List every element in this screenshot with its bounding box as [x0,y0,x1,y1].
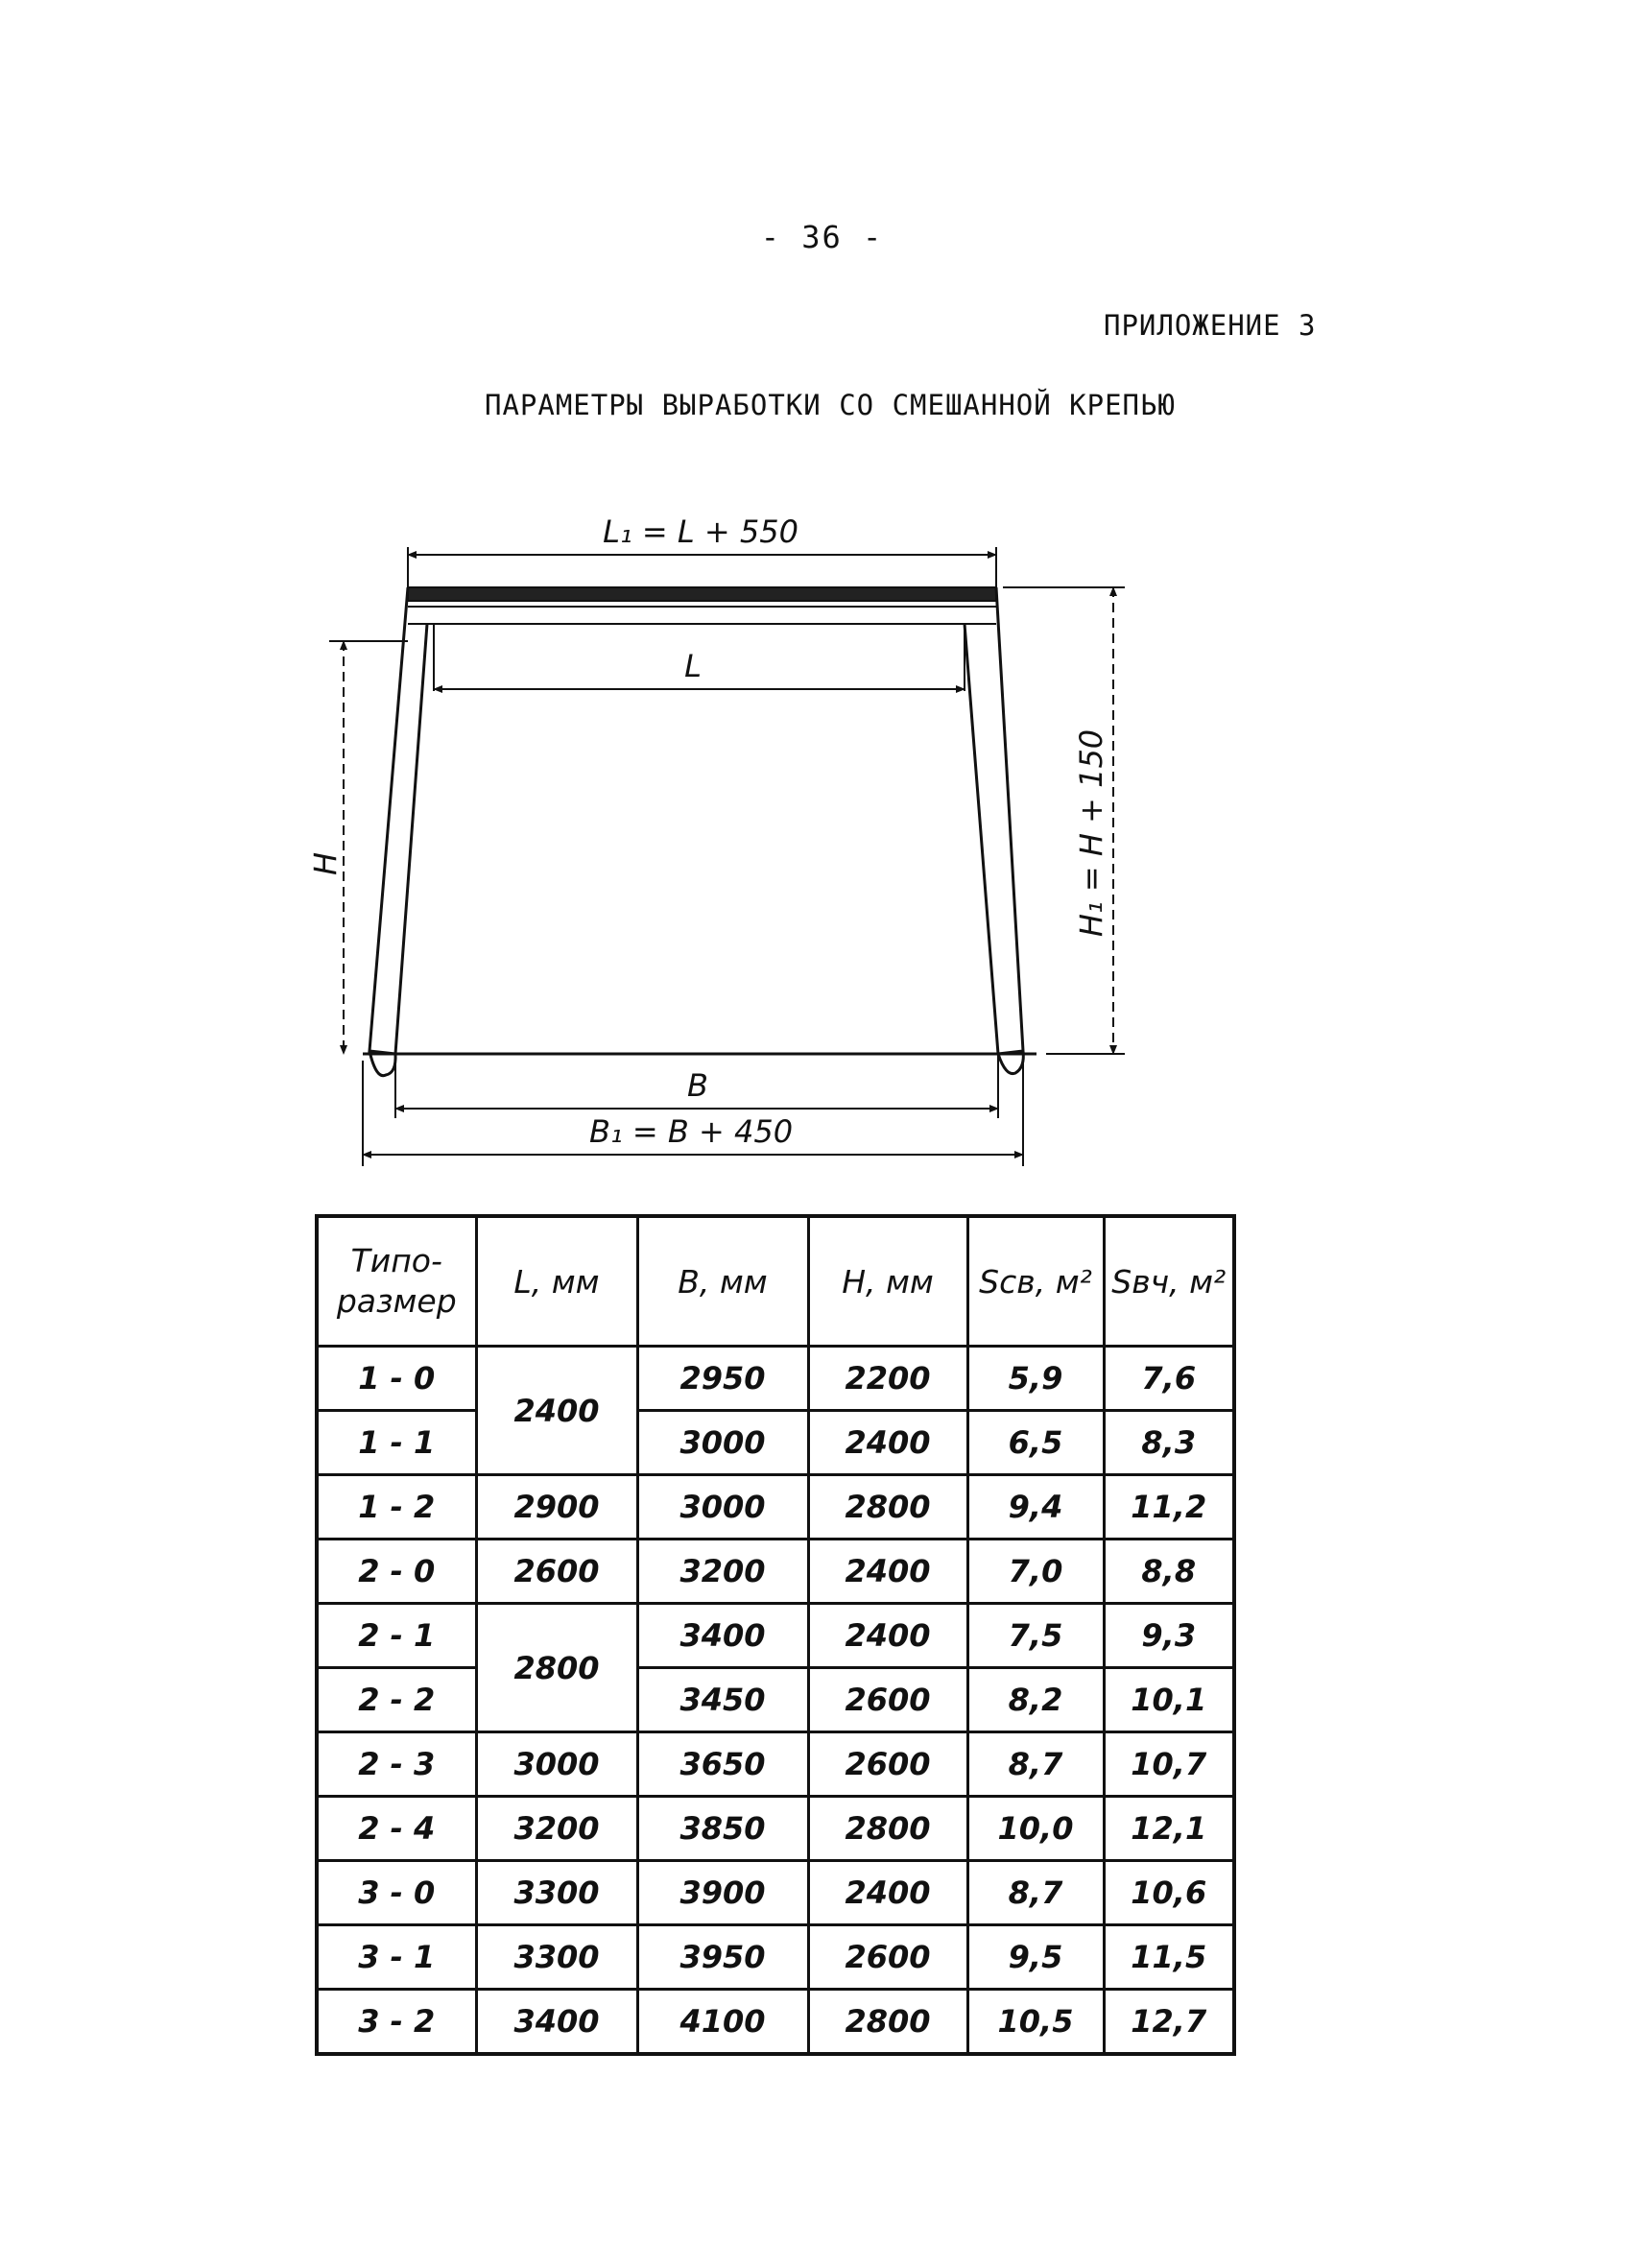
cell-s-vch: 8,3 [1104,1411,1234,1475]
cell-s-sv: 7,5 [967,1604,1104,1668]
cell-s-sv: 7,0 [967,1540,1104,1604]
cell-s-sv: 10,0 [967,1797,1104,1861]
cell-s-vch: 10,6 [1104,1861,1234,1925]
cell-h: 2600 [808,1925,967,1990]
cell-s-vch: 8,8 [1104,1540,1234,1604]
cell-h: 2200 [808,1347,967,1411]
cell-s-sv: 9,4 [967,1475,1104,1540]
table-row [317,1861,1234,1925]
label-inner-span: L [684,648,702,684]
cell-b: 3850 [637,1797,808,1861]
cell-h: 2400 [808,1411,967,1475]
cell-h: 2400 [808,1540,967,1604]
table-row [317,1797,1234,1861]
cell-h: 2400 [808,1604,967,1668]
label-height-left: H [307,851,344,876]
cell-h: 2800 [808,1797,967,1861]
label-outer-base: B₁ = B + 450 [588,1113,794,1150]
cell-b: 3900 [637,1861,808,1925]
cell-s-sv: 5,9 [967,1347,1104,1411]
cell-type: 2 - 0 [317,1540,476,1604]
cell-type: 2 - 4 [317,1797,476,1861]
page-title: ПАРАМЕТРЫ ВЫРАБОТКИ СО СМЕШАННОЙ КРЕПЬЮ [485,389,1176,421]
table-row [317,1604,1234,1668]
cell-h: 2800 [808,1990,967,2055]
label-base-width: B [687,1067,708,1104]
cell-s-sv: 8,2 [967,1668,1104,1732]
cell-s-sv: 8,7 [967,1732,1104,1797]
cell-s-vch: 7,6 [1104,1347,1234,1411]
table-row [317,1732,1234,1797]
appendix-label: ПРИЛОЖЕНИЕ 3 [1104,309,1317,342]
cell-s-vch: 9,3 [1104,1604,1234,1668]
col-header-type: Типо-размер [317,1216,476,1347]
left-post [369,587,427,1054]
roof-beam [408,587,996,601]
cell-type: 3 - 0 [317,1861,476,1925]
cell-l: 2600 [476,1540,637,1604]
cell-b: 3450 [637,1668,808,1732]
cell-h: 2400 [808,1861,967,1925]
col-header-s-sv: Sсв, м² [967,1216,1104,1347]
cell-l: 3200 [476,1797,637,1861]
table-row [317,1411,1234,1475]
col-header-h: H, мм [808,1216,967,1347]
cell-h: 2600 [808,1732,967,1797]
cell-l: 3400 [476,1990,637,2055]
cell-s-vch: 12,1 [1104,1797,1234,1861]
cell-type: 1 - 0 [317,1347,476,1411]
cell-h: 2600 [808,1668,967,1732]
cell-type: 2 - 1 [317,1604,476,1668]
parameters-table [315,1214,1236,2056]
cell-b: 3400 [637,1604,808,1668]
cell-l: 3300 [476,1861,637,1925]
cell-s-vch: 10,7 [1104,1732,1234,1797]
cell-b: 3000 [637,1475,808,1540]
col-header-b: B, мм [637,1216,808,1347]
table-row [317,1347,1234,1411]
page-number: - 36 - [760,219,884,255]
label-height-right: H₁ = H + 150 [1073,728,1109,938]
cell-type: 1 - 2 [317,1475,476,1540]
cell-type: 1 - 1 [317,1411,476,1475]
cell-l: 3300 [476,1925,637,1990]
table-row [317,1990,1234,2055]
cell-s-vch: 11,2 [1104,1475,1234,1540]
cell-b: 2950 [637,1347,808,1411]
cell-type: 3 - 2 [317,1990,476,2055]
label-top-dimension: L₁ = L + 550 [603,513,798,550]
cell-b: 3000 [637,1411,808,1475]
cell-l: 2900 [476,1475,637,1540]
cell-b: 4100 [637,1990,808,2055]
cell-b: 3650 [637,1732,808,1797]
col-header-s-vch: Sвч, м² [1104,1216,1234,1347]
col-header-l: L, мм [476,1216,637,1347]
cell-s-sv: 9,5 [967,1925,1104,1990]
cell-s-sv: 10,5 [967,1990,1104,2055]
table-row [317,1475,1234,1540]
cell-s-vch: 12,7 [1104,1990,1234,2055]
cell-b: 3200 [637,1540,808,1604]
cell-b: 3950 [637,1925,808,1990]
cell-s-vch: 10,1 [1104,1668,1234,1732]
cell-h: 2800 [808,1475,967,1540]
cell-type: 2 - 2 [317,1668,476,1732]
cell-l: 2800 [476,1604,637,1732]
cell-type: 3 - 1 [317,1925,476,1990]
right-post [965,587,1023,1054]
cell-s-sv: 6,5 [967,1411,1104,1475]
table-row [317,1540,1234,1604]
table-row [317,1668,1234,1732]
cell-l: 2400 [476,1347,637,1475]
cell-l: 3000 [476,1732,637,1797]
table-header-row [317,1216,1234,1347]
cell-s-vch: 11,5 [1104,1925,1234,1990]
cell-type: 2 - 3 [317,1732,476,1797]
table-row [317,1925,1234,1990]
cell-s-sv: 8,7 [967,1861,1104,1925]
